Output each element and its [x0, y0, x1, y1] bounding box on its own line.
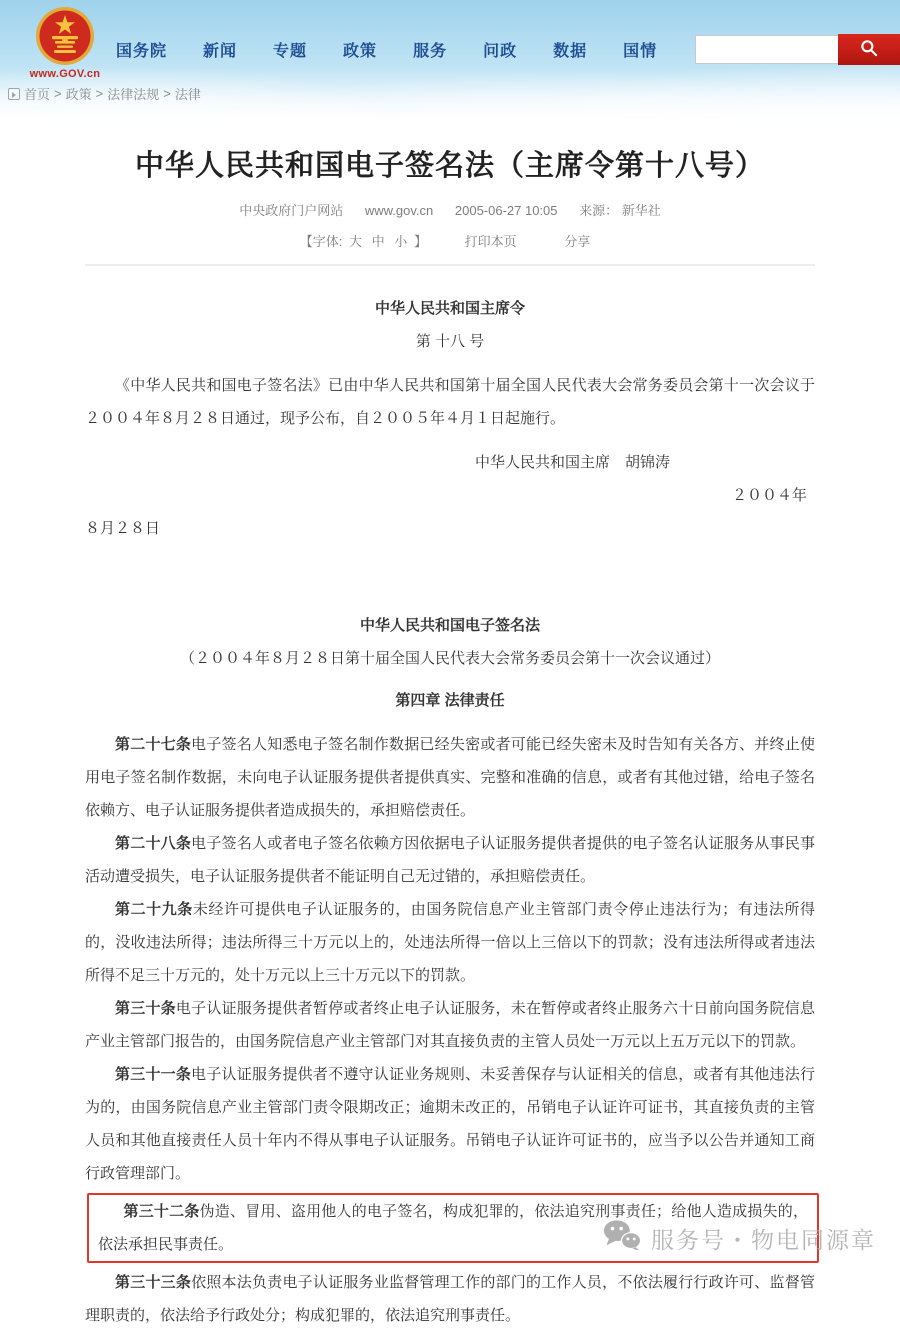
article-33-text: 依照本法负责电子认证服务业监督管理工作的部门的工作人员，不依法履行行政许可、监督管理职责的，依法给予行政处分；构成犯罪的，依法追究刑事责任。 [85, 1274, 815, 1324]
president-signature: 中华人民共和国主席 胡锦涛 [474, 454, 670, 471]
breadcrumb-item-laws[interactable]: 法律 [174, 87, 201, 102]
article-toolbar [85, 231, 815, 250]
decree-date-line1: ２００４年 [731, 487, 807, 504]
breadcrumb-item-home[interactable]: 首页 [24, 87, 51, 102]
wechat-watermark [603, 1219, 876, 1257]
meta-portal: 中央政府门户网站 [239, 203, 344, 218]
chapter-heading: 第四章 法律责任 [395, 692, 505, 709]
decree-date-line2: ８月２８日 [85, 520, 161, 537]
site-header [0, 0, 900, 120]
breadcrumb-separator: > [54, 86, 62, 101]
font-size-prefix: 【字体: [299, 234, 343, 249]
meta-datetime: 2005-06-27 10:05 [454, 203, 558, 218]
article-31-text: 电子认证服务提供者不遵守认证业务规则、未妥善保存与认证相关的信息，或者有其他违法行为的，由国务院信息产业主管部门责令限期改正；逾期未改正的，吊销电子认证许可证书，其直接负责的主管人员和其他直接责任人员十年内不得从事电子认证服务。吊销电子认证许可证书的，应当予以公告并通知工商行政管理部门。 [85, 1066, 815, 1182]
search-bar [695, 35, 900, 65]
article-32-number: 第三十二条 [123, 1203, 200, 1220]
nav-item-inquiries[interactable]: 问政 [483, 43, 518, 60]
article-28-text: 电子签名人或者电子签名依赖方因依据电子认证服务提供者提供的电子签名认证服务从事民事活动遭受损失，电子认证服务提供者不能证明自己无过错的，承担赔偿责任。 [85, 835, 815, 885]
nav-item-news[interactable]: 新闻 [203, 43, 238, 60]
article-meta [85, 200, 815, 219]
font-size-large-button[interactable]: 大 [349, 234, 363, 249]
article-30-number: 第三十条 [115, 1000, 176, 1017]
article-30-paragraph [85, 992, 815, 1058]
header-divider [85, 264, 815, 266]
top-navigation [98, 38, 675, 61]
site-logo[interactable] [22, 6, 108, 80]
article-27-number: 第二十七条 [115, 736, 192, 753]
article-30-text: 电子认证服务提供者暂停或者终止电子认证服务，未在暂停或者终止服务六十日前向国务院信息产业主管部门报告的，由国务院信息产业主管部门对其直接负责的主管人员处一万元以上五万元以下的罚款。 [85, 1000, 815, 1050]
article-page [0, 146, 900, 1332]
meta-source: 来源： 新华社 [579, 203, 661, 218]
law-document [85, 292, 815, 1332]
search-icon [859, 38, 879, 61]
breadcrumb-page-icon [8, 88, 20, 100]
article-29-paragraph [85, 893, 815, 992]
law-subtitle: （２００４年８月２８日第十届全国人民代表大会常务委员会第十一次会议通过） [179, 650, 720, 667]
wechat-icon [603, 1219, 641, 1257]
search-input[interactable] [695, 35, 838, 64]
article-27-text: 电子签名人知悉电子签名制作数据已经失密或者可能已经失密未及时告知有关各方、并终止使用电子签名制作数据，未向电子认证服务提供者提供真实、完整和准确的信息，或者有其他过错，给电子签名依赖方、电子认证服务提供者造成损失的，承担赔偿责任。 [85, 736, 815, 819]
site-url-label: www.GOV.cn [29, 68, 101, 80]
watermark-text: 服务号・物电同源章 [651, 1226, 876, 1253]
breadcrumb [8, 84, 201, 103]
article-28-paragraph [85, 827, 815, 893]
article-32-text: 伪造、冒用、盗用他人的电子签名，构成犯罪的，依法追究刑事责任；给他人造成损失的，依法承担民事责任。 [98, 1203, 808, 1253]
nav-item-state-council[interactable]: 国务院 [116, 43, 168, 60]
nav-item-policies[interactable]: 政策 [343, 43, 378, 60]
breadcrumb-separator: > [163, 86, 171, 101]
meta-url: www.gov.cn [364, 203, 434, 218]
decree-body: 《中华人民共和国电子签名法》已由中华人民共和国第十届全国人民代表大会常务委员会第十一次会议于２００４年８月２８日通过，现予公布，自２００５年４月１日起施行。 [85, 377, 815, 427]
font-size-control [300, 234, 431, 249]
page-title: 中华人民共和国电子签名法（主席令第十八号） [134, 150, 765, 182]
breadcrumb-item-policies[interactable]: 政策 [65, 87, 92, 102]
law-title: 中华人民共和国电子签名法 [359, 617, 540, 634]
article-31-paragraph [85, 1058, 815, 1190]
print-page-button[interactable]: 打印本页 [464, 234, 517, 249]
article-29-number: 第二十九条 [115, 901, 193, 918]
decree-number: 第 十八 号 [415, 333, 485, 350]
article-33-paragraph [85, 1266, 815, 1332]
search-button[interactable] [838, 34, 900, 65]
article-31-number: 第三十一条 [115, 1066, 192, 1083]
nav-item-topics[interactable]: 专题 [273, 43, 308, 60]
breadcrumb-item-laws-regulations[interactable]: 法律法规 [107, 87, 160, 102]
nav-item-national-conditions[interactable]: 国情 [623, 43, 658, 60]
article-28-number: 第二十八条 [115, 835, 192, 852]
article-33-number: 第三十三条 [115, 1274, 192, 1291]
share-button[interactable]: 分享 [564, 234, 591, 249]
breadcrumb-separator: > [95, 86, 104, 101]
nav-item-services[interactable]: 服务 [413, 43, 448, 60]
font-size-suffix: 】 [413, 234, 427, 249]
article-27-paragraph [85, 728, 815, 827]
font-size-small-button[interactable]: 小 [394, 234, 408, 249]
font-size-medium-button[interactable]: 中 [371, 234, 385, 249]
decree-heading: 中华人民共和国主席令 [374, 300, 525, 317]
china-national-emblem-icon [22, 6, 108, 66]
article-29-text: 未经许可提供电子认证服务的，由国务院信息产业主管部门责令停止违法行为；有违法所得的，没收违法所得；违法所得三十万元以上的，处违法所得一倍以上三倍以下的罚款；没有违法所得或者违法所得不足三十万元的，处十万元以上三十万元以下的罚款。 [85, 901, 815, 984]
nav-item-data[interactable]: 数据 [553, 43, 588, 60]
